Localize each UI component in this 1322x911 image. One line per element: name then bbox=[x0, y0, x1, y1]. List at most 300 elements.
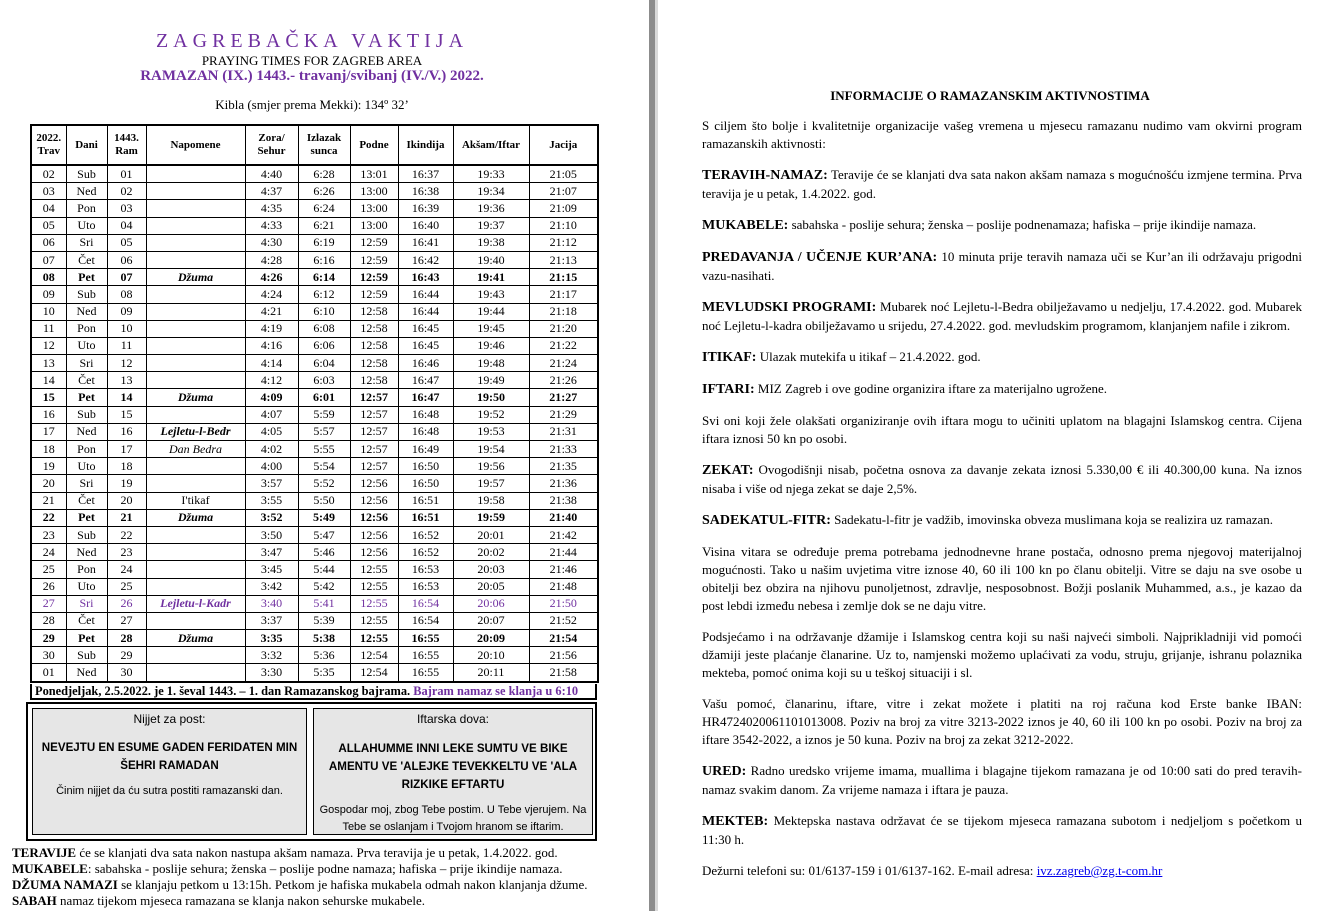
cell-podne: 13:00 bbox=[350, 183, 398, 200]
cell-ramazan-day: 13 bbox=[107, 372, 146, 389]
cell-jacija: 21:54 bbox=[529, 630, 598, 647]
cell-date: 22 bbox=[31, 509, 66, 526]
cell-jacija: 21:27 bbox=[529, 389, 598, 406]
cell-jacija: 21:26 bbox=[529, 372, 598, 389]
dova-translation: Gospodar moj, zbog Tebe postim. U Tebe vjerujem. Na Tebe se oslanjam i Tvojom hranom se iftarim. bbox=[319, 804, 587, 833]
cell-zora: 4:37 bbox=[245, 183, 298, 200]
table-row bbox=[31, 561, 598, 578]
bajram-date-text: Ponedjeljak, 2.5.2022. je 1. ševal 1443. – 1. dan Ramazanskog bajrama. bbox=[35, 684, 411, 698]
section-text: Radno uredsko vrijeme imama, muallima i blagajne tijekom ramazana je od 10:00 sati do pred teravih-namaz svakim danom. Za vrijeme namaza i iftara je pauza. bbox=[702, 763, 1302, 797]
cell-date: 21 bbox=[31, 492, 66, 509]
cell-day: Uto bbox=[66, 578, 107, 595]
cell-jacija: 21:36 bbox=[529, 475, 598, 492]
left-page bbox=[0, 0, 649, 911]
cell-podne: 12:56 bbox=[350, 475, 398, 492]
cell-ikindija: 16:44 bbox=[398, 303, 453, 320]
header-podne: Podne bbox=[350, 125, 398, 165]
cell-date: 15 bbox=[31, 389, 66, 406]
cell-ramazan-day: 14 bbox=[107, 389, 146, 406]
cell-ramazan-day: 16 bbox=[107, 423, 146, 440]
cell-day: Pet bbox=[66, 630, 107, 647]
bajram-namaz-time: Bajram namaz se klanja u 6:10 bbox=[413, 684, 579, 698]
info-section bbox=[702, 380, 1302, 399]
cell-jacija: 21:10 bbox=[529, 217, 598, 234]
cell-zora: 3:57 bbox=[245, 475, 298, 492]
table-row bbox=[31, 303, 598, 320]
cell-ramazan-day: 27 bbox=[107, 612, 146, 629]
cell-podne: 12:54 bbox=[350, 664, 398, 682]
cell-ramazan-day: 03 bbox=[107, 200, 146, 217]
cell-podne: 13:00 bbox=[350, 217, 398, 234]
cell-ikindija: 16:52 bbox=[398, 544, 453, 561]
cell-aksam: 19:33 bbox=[453, 165, 529, 183]
cell-aksam: 19:53 bbox=[453, 423, 529, 440]
cell-ramazan-day: 20 bbox=[107, 492, 146, 509]
section-heading: URED: bbox=[702, 764, 747, 779]
cell-note: Džuma bbox=[146, 509, 245, 526]
cell-podne: 12:55 bbox=[350, 612, 398, 629]
cell-zora: 4:02 bbox=[245, 441, 298, 458]
nijjet-title: Nijjet za post: bbox=[133, 712, 206, 726]
cell-aksam: 19:59 bbox=[453, 509, 529, 526]
cell-ikindija: 16:42 bbox=[398, 251, 453, 268]
cell-podne: 12:55 bbox=[350, 630, 398, 647]
cell-day: Sri bbox=[66, 355, 107, 372]
note-head: DŽUMA NAMAZI bbox=[12, 877, 118, 892]
cell-ikindija: 16:51 bbox=[398, 492, 453, 509]
cell-sunrise: 5:39 bbox=[298, 612, 350, 629]
vaktija-subtitle: PRAYING TIMES FOR ZAGREB AREA bbox=[201, 53, 423, 68]
cell-note bbox=[146, 251, 245, 268]
cell-day: Čet bbox=[66, 251, 107, 268]
cell-podne: 12:57 bbox=[350, 406, 398, 423]
cell-podne: 12:58 bbox=[350, 303, 398, 320]
info-sections bbox=[702, 166, 1302, 849]
table-row bbox=[31, 355, 598, 372]
cell-date: 17 bbox=[31, 423, 66, 440]
cell-ramazan-day: 15 bbox=[107, 406, 146, 423]
table-row bbox=[31, 217, 598, 234]
cell-note bbox=[146, 406, 245, 423]
cell-ikindija: 16:48 bbox=[398, 423, 453, 440]
cell-zora: 4:33 bbox=[245, 217, 298, 234]
cell-podne: 12:58 bbox=[350, 355, 398, 372]
section-text: Visina vitara se određuje prema potrebama jednodnevne hrane postača, odnosno prema njegovoj materijalnoj mogućnosti. Tako u našim uvjetima vitre iznose 40, 60 ili 100 kn po članu obitelji. Vitre se daju na sve osobe u obitelji bez obzira na njihovu punoljetnost, zdravlje, nesposobnost. Božji poslanik Muhammed, a.s., je kazao da post lebdi između nebesa i zemlje dok se ne daju vitre. bbox=[702, 544, 1302, 613]
cell-aksam: 20:09 bbox=[453, 630, 529, 647]
cell-sunrise: 5:35 bbox=[298, 664, 350, 682]
section-heading: PREDAVANJA / UČENJE KUR’ANA: bbox=[702, 250, 938, 265]
info-title: INFORMACIJE O RAMAZANSKIM AKTIVNOSTIMA bbox=[830, 88, 1150, 103]
cell-podne: 12:58 bbox=[350, 372, 398, 389]
cell-date: 12 bbox=[31, 337, 66, 354]
cell-aksam: 19:43 bbox=[453, 286, 529, 303]
info-section bbox=[702, 461, 1302, 498]
cell-day: Uto bbox=[66, 337, 107, 354]
cell-note: Džuma bbox=[146, 389, 245, 406]
cell-sunrise: 6:14 bbox=[298, 269, 350, 286]
cell-ikindija: 16:38 bbox=[398, 183, 453, 200]
cell-ramazan-day: 21 bbox=[107, 509, 146, 526]
cell-ramazan-day: 07 bbox=[107, 269, 146, 286]
cell-date: 07 bbox=[31, 251, 66, 268]
cell-podne: 12:55 bbox=[350, 561, 398, 578]
cell-aksam: 19:50 bbox=[453, 389, 529, 406]
cell-sunrise: 5:42 bbox=[298, 578, 350, 595]
note-text: će se klanjati dva sata nakon nastupa akšam namaza. Prva teravija je u petak, 1.4.2022. god. bbox=[76, 845, 558, 860]
cell-zora: 3:32 bbox=[245, 647, 298, 664]
cell-day: Sri bbox=[66, 595, 107, 612]
cell-date: 05 bbox=[31, 217, 66, 234]
cell-aksam: 19:58 bbox=[453, 492, 529, 509]
cell-day: Pon bbox=[66, 441, 107, 458]
cell-note bbox=[146, 183, 245, 200]
note-head: SABAH bbox=[12, 893, 57, 908]
table-row bbox=[31, 183, 598, 200]
table-row bbox=[31, 630, 598, 647]
note-sabah bbox=[12, 893, 642, 909]
section-heading: SADEKATUL-FITR: bbox=[702, 513, 831, 528]
cell-aksam: 20:01 bbox=[453, 526, 529, 543]
kibla-direction: Kibla (smjer prema Mekki): 134º 32’ bbox=[215, 97, 409, 112]
info-section bbox=[702, 511, 1302, 530]
cell-day: Čet bbox=[66, 372, 107, 389]
cell-ramazan-day: 28 bbox=[107, 630, 146, 647]
cell-podne: 12:59 bbox=[350, 286, 398, 303]
cell-date: 11 bbox=[31, 320, 66, 337]
cell-day: Pet bbox=[66, 269, 107, 286]
cell-ikindija: 16:45 bbox=[398, 320, 453, 337]
section-text: Sadekatu-l-fitr je vadžib, imovinska obveza muslimana koja se realizira uz ramazan. bbox=[830, 512, 1274, 527]
note-text: : sabahska - poslije sehura; ženska – poslije podne namaza; hafiska – prije ikindije namaza. bbox=[87, 861, 563, 876]
note-text: namaz tijekom mjeseca ramazana se klanja nakon sehurske mukabele. bbox=[56, 893, 425, 908]
table-row bbox=[31, 406, 598, 423]
cell-day: Sri bbox=[66, 475, 107, 492]
dova-box bbox=[26, 702, 597, 841]
table-row bbox=[31, 509, 598, 526]
cell-podne: 12:56 bbox=[350, 492, 398, 509]
cell-podne: 12:57 bbox=[350, 441, 398, 458]
nijjet-translation: Činim nijjet da ću sutra postiti ramazanski dan. bbox=[56, 785, 283, 797]
table-row bbox=[31, 458, 598, 475]
cell-date: 18 bbox=[31, 441, 66, 458]
header-ikindija: Ikindija bbox=[398, 125, 453, 165]
cell-ramazan-day: 06 bbox=[107, 251, 146, 268]
cell-ikindija: 16:37 bbox=[398, 165, 453, 183]
iftar-dova-panel bbox=[313, 708, 593, 835]
cell-podne: 12:59 bbox=[350, 234, 398, 251]
cell-jacija: 21:22 bbox=[529, 337, 598, 354]
cell-podne: 12:56 bbox=[350, 526, 398, 543]
cell-podne: 13:01 bbox=[350, 165, 398, 183]
cell-aksam: 19:48 bbox=[453, 355, 529, 372]
section-text: MIZ Zagreb i ove godine organizira iftare za materijalno ugrožene. bbox=[754, 381, 1108, 396]
cell-day: Sub bbox=[66, 526, 107, 543]
cell-ramazan-day: 02 bbox=[107, 183, 146, 200]
cell-jacija: 21:56 bbox=[529, 647, 598, 664]
cell-note: Lejletu-l-Bedr bbox=[146, 423, 245, 440]
page-gutter bbox=[649, 0, 658, 911]
section-heading: IFTARI: bbox=[702, 382, 755, 397]
cell-day: Ned bbox=[66, 664, 107, 682]
cell-aksam: 19:52 bbox=[453, 406, 529, 423]
cell-ikindija: 16:47 bbox=[398, 372, 453, 389]
cell-date: 25 bbox=[31, 561, 66, 578]
cell-jacija: 21:42 bbox=[529, 526, 598, 543]
cell-ikindija: 16:55 bbox=[398, 630, 453, 647]
vaktija-title: ZAGREBAČKA VAKTIJA bbox=[155, 30, 469, 52]
cell-note bbox=[146, 234, 245, 251]
dova-arabic: ALLAHUMME INNI LEKE SUMTU VE BIKE AMENTU VE 'ALEJKE TEVEKKELTU VE 'ALA RIZKIKE EFTARTU bbox=[328, 742, 578, 791]
cell-zora: 3:37 bbox=[245, 612, 298, 629]
cell-date: 19 bbox=[31, 458, 66, 475]
cell-note: Lejletu-l-Kadr bbox=[146, 595, 245, 612]
cell-ikindija: 16:52 bbox=[398, 526, 453, 543]
cell-date: 30 bbox=[31, 647, 66, 664]
cell-ikindija: 16:50 bbox=[398, 475, 453, 492]
cell-aksam: 19:40 bbox=[453, 251, 529, 268]
table-row bbox=[31, 423, 598, 440]
header-jacija: Jacija bbox=[529, 125, 598, 165]
note-head: TERAVIJE bbox=[12, 845, 77, 860]
cell-sunrise: 5:46 bbox=[298, 544, 350, 561]
cell-date: 08 bbox=[31, 269, 66, 286]
cell-ramazan-day: 09 bbox=[107, 303, 146, 320]
cell-day: Čet bbox=[66, 612, 107, 629]
cell-ramazan-day: 04 bbox=[107, 217, 146, 234]
contact-line bbox=[702, 862, 1302, 880]
cell-jacija: 21:33 bbox=[529, 441, 598, 458]
cell-ikindija: 16:54 bbox=[398, 595, 453, 612]
cell-ikindija: 16:55 bbox=[398, 664, 453, 682]
cell-note bbox=[146, 526, 245, 543]
cell-zora: 4:09 bbox=[245, 389, 298, 406]
cell-sunrise: 6:26 bbox=[298, 183, 350, 200]
info-section bbox=[702, 166, 1302, 203]
info-body bbox=[702, 117, 1302, 893]
cell-date: 09 bbox=[31, 286, 66, 303]
cell-jacija: 21:13 bbox=[529, 251, 598, 268]
info-section bbox=[702, 695, 1302, 749]
cell-date: 10 bbox=[31, 303, 66, 320]
cell-ikindija: 16:50 bbox=[398, 458, 453, 475]
cell-aksam: 19:57 bbox=[453, 475, 529, 492]
cell-sunrise: 6:24 bbox=[298, 200, 350, 217]
cell-aksam: 20:02 bbox=[453, 544, 529, 561]
cell-sunrise: 5:54 bbox=[298, 458, 350, 475]
table-row bbox=[31, 200, 598, 217]
cell-jacija: 21:29 bbox=[529, 406, 598, 423]
cell-sunrise: 6:12 bbox=[298, 286, 350, 303]
cell-ramazan-day: 12 bbox=[107, 355, 146, 372]
prayer-times-table bbox=[30, 124, 599, 683]
cell-note bbox=[146, 458, 245, 475]
cell-ramazan-day: 30 bbox=[107, 664, 146, 682]
cell-jacija: 21:15 bbox=[529, 269, 598, 286]
note-text: se klanjaju petkom u 13:15h. Petkom je hafiska mukabela odmah nakon klanjanja džume. bbox=[117, 877, 588, 892]
cell-podne: 12:59 bbox=[350, 269, 398, 286]
cell-ikindija: 16:41 bbox=[398, 234, 453, 251]
cell-sunrise: 6:03 bbox=[298, 372, 350, 389]
cell-note bbox=[146, 286, 245, 303]
table-row bbox=[31, 234, 598, 251]
cell-ramazan-day: 29 bbox=[107, 647, 146, 664]
cell-day: Pet bbox=[66, 389, 107, 406]
section-text: Podsjećamo i na održavanje džamije i Islamskog centra koji su naši najveći simboli. Najprikladniji vid pomoći džamiji jeste plaćanje članarine. Uz to, namjenski možemo uplaćivati za vodu, struju, grijanje, ishranu polaznika mekteba, pomoć onima koji su u teškoj situaciji i sl. bbox=[702, 629, 1302, 680]
note-teravije bbox=[12, 845, 642, 861]
cell-day: Pon bbox=[66, 200, 107, 217]
bottom-notes bbox=[12, 845, 642, 909]
section-text: Vašu pomoć, članarinu, iftare, vitre i zekat možete i platiti na roj računa kod Erste banke IBAN: HR4724020061101013008. Poziv na broj za vitre 3213-2022 iznos je 40, 60 ili 100 kn po osobi. Poziv na broj za iftare 3542-2022, a iznos je 50 kuna. Poziv na broj za zekat 3212-2022. bbox=[702, 696, 1302, 747]
cell-zora: 4:05 bbox=[245, 423, 298, 440]
cell-zora: 4:21 bbox=[245, 303, 298, 320]
cell-date: 29 bbox=[31, 630, 66, 647]
cell-note bbox=[146, 561, 245, 578]
info-intro: S ciljem što bolje i kvalitetnije organizacije vašeg vremena u mjesecu ramazanu nudimo vam okvirni program ramazanskih aktivnosti: bbox=[702, 118, 1302, 151]
cell-zora: 4:12 bbox=[245, 372, 298, 389]
cell-jacija: 21:44 bbox=[529, 544, 598, 561]
email-link[interactable]: ivz.zagreb@zg.t-com.hr bbox=[1036, 863, 1163, 878]
table-row bbox=[31, 165, 598, 183]
cell-date: 03 bbox=[31, 183, 66, 200]
cell-sunrise: 6:10 bbox=[298, 303, 350, 320]
cell-sunrise: 5:49 bbox=[298, 509, 350, 526]
section-text: Svi oni koji žele olakšati organiziranje ovih iftara mogu to učiniti uplatom na blagajni Islamskog centra. Cijena iftara iznosi 50 kn po osobi. bbox=[702, 413, 1302, 446]
section-text: Mektepska nastava održavat će se tijekom mjeseca ramazana subotom i nedjeljom s početkom u 11:30 h. bbox=[702, 813, 1302, 847]
cell-aksam: 20:03 bbox=[453, 561, 529, 578]
cell-aksam: 20:10 bbox=[453, 647, 529, 664]
cell-note bbox=[146, 217, 245, 234]
cell-note: Džuma bbox=[146, 630, 245, 647]
cell-ikindija: 16:46 bbox=[398, 355, 453, 372]
cell-zora: 4:40 bbox=[245, 165, 298, 183]
cell-day: Pon bbox=[66, 320, 107, 337]
cell-zora: 3:47 bbox=[245, 544, 298, 561]
table-row bbox=[31, 595, 598, 612]
cell-date: 16 bbox=[31, 406, 66, 423]
cell-podne: 12:58 bbox=[350, 320, 398, 337]
cell-note bbox=[146, 200, 245, 217]
cell-day: Ned bbox=[66, 423, 107, 440]
cell-sunrise: 5:59 bbox=[298, 406, 350, 423]
cell-jacija: 21:50 bbox=[529, 595, 598, 612]
cell-day: Sub bbox=[66, 647, 107, 664]
cell-aksam: 20:07 bbox=[453, 612, 529, 629]
cell-note bbox=[146, 303, 245, 320]
cell-day: Pet bbox=[66, 509, 107, 526]
cell-date: 04 bbox=[31, 200, 66, 217]
cell-ikindija: 16:44 bbox=[398, 286, 453, 303]
table-row bbox=[31, 372, 598, 389]
cell-date: 27 bbox=[31, 595, 66, 612]
cell-sunrise: 5:41 bbox=[298, 595, 350, 612]
header-ramazan-day: 1443. Ram bbox=[107, 125, 146, 165]
cell-ramazan-day: 01 bbox=[107, 165, 146, 183]
cell-podne: 12:57 bbox=[350, 423, 398, 440]
cell-ramazan-day: 11 bbox=[107, 337, 146, 354]
header-sunrise: Izlazak sunca bbox=[298, 125, 350, 165]
cell-jacija: 21:46 bbox=[529, 561, 598, 578]
cell-ikindija: 16:47 bbox=[398, 389, 453, 406]
section-heading: ZEKAT: bbox=[702, 463, 754, 478]
cell-aksam: 19:37 bbox=[453, 217, 529, 234]
section-text: Mubarek noć Lejletu-l-Bedra obilježavamo u nedjelju, 17.4.2022. god. Mubarek noć Lejletu-l-kadra obilježavamo u srijedu, 27.4.2022. god. mevludskim programom, klanjanjem nafile i zikrom. bbox=[702, 299, 1302, 333]
cell-ikindija: 16:53 bbox=[398, 578, 453, 595]
section-text: sabahska - poslije sehura; ženska – poslije podnenamaza; hafiska – prije ikindije namaza. bbox=[788, 217, 1257, 232]
cell-ikindija: 16:43 bbox=[398, 269, 453, 286]
section-heading: ITIKAF: bbox=[702, 350, 757, 365]
info-section bbox=[702, 298, 1302, 335]
table-row bbox=[31, 475, 598, 492]
header-day: Dani bbox=[66, 125, 107, 165]
table-row bbox=[31, 441, 598, 458]
cell-podne: 13:00 bbox=[350, 200, 398, 217]
info-section bbox=[702, 216, 1302, 235]
cell-aksam: 19:34 bbox=[453, 183, 529, 200]
cell-sunrise: 5:36 bbox=[298, 647, 350, 664]
cell-jacija: 21:35 bbox=[529, 458, 598, 475]
cell-note bbox=[146, 355, 245, 372]
cell-note bbox=[146, 578, 245, 595]
cell-ramazan-day: 23 bbox=[107, 544, 146, 561]
cell-day: Uto bbox=[66, 458, 107, 475]
cell-podne: 12:57 bbox=[350, 389, 398, 406]
cell-ikindija: 16:48 bbox=[398, 406, 453, 423]
cell-zora: 3:40 bbox=[245, 595, 298, 612]
cell-jacija: 21:20 bbox=[529, 320, 598, 337]
cell-date: 28 bbox=[31, 612, 66, 629]
cell-ramazan-day: 19 bbox=[107, 475, 146, 492]
cell-sunrise: 6:04 bbox=[298, 355, 350, 372]
cell-ramazan-day: 10 bbox=[107, 320, 146, 337]
cell-aksam: 19:41 bbox=[453, 269, 529, 286]
cell-zora: 4:14 bbox=[245, 355, 298, 372]
table-header-row bbox=[31, 125, 598, 165]
header-notes: Napomene bbox=[146, 125, 245, 165]
cell-jacija: 21:18 bbox=[529, 303, 598, 320]
cell-zora: 3:30 bbox=[245, 664, 298, 682]
cell-aksam: 20:06 bbox=[453, 595, 529, 612]
cell-jacija: 21:12 bbox=[529, 234, 598, 251]
bajram-announcement bbox=[30, 684, 597, 700]
table-row bbox=[31, 389, 598, 406]
cell-jacija: 21:17 bbox=[529, 286, 598, 303]
info-section bbox=[702, 248, 1302, 285]
cell-sunrise: 6:06 bbox=[298, 337, 350, 354]
table-row bbox=[31, 612, 598, 629]
cell-sunrise: 5:50 bbox=[298, 492, 350, 509]
cell-zora: 3:42 bbox=[245, 578, 298, 595]
cell-jacija: 21:31 bbox=[529, 423, 598, 440]
header-aksam: Akšam/Iftar bbox=[453, 125, 529, 165]
cell-jacija: 21:52 bbox=[529, 612, 598, 629]
cell-note bbox=[146, 372, 245, 389]
ramazan-heading: RAMAZAN (IX.) 1443.- travanj/svibanj (IV./V.) 2022. bbox=[140, 68, 484, 84]
phones-text: Dežurni telefoni su: 01/6137-159 i 01/6137-162. E-mail adresa: bbox=[702, 863, 1037, 878]
cell-note bbox=[146, 165, 245, 183]
table-row bbox=[31, 286, 598, 303]
cell-ramazan-day: 22 bbox=[107, 526, 146, 543]
section-text: Ovogodišnji nisab, početna osnova za davanje zekata iznosi 5.330,00 € ili 40.300,00 kuna. Na iznos nisaba i više od njega zekat se daje 2,5%. bbox=[702, 462, 1302, 496]
cell-zora: 4:07 bbox=[245, 406, 298, 423]
cell-sunrise: 6:08 bbox=[298, 320, 350, 337]
cell-zora: 4:19 bbox=[245, 320, 298, 337]
cell-zora: 3:45 bbox=[245, 561, 298, 578]
table-row bbox=[31, 337, 598, 354]
cell-aksam: 19:45 bbox=[453, 320, 529, 337]
section-heading: TERAVIH-NAMAZ: bbox=[702, 168, 828, 183]
cell-zora: 3:50 bbox=[245, 526, 298, 543]
cell-sunrise: 5:55 bbox=[298, 441, 350, 458]
